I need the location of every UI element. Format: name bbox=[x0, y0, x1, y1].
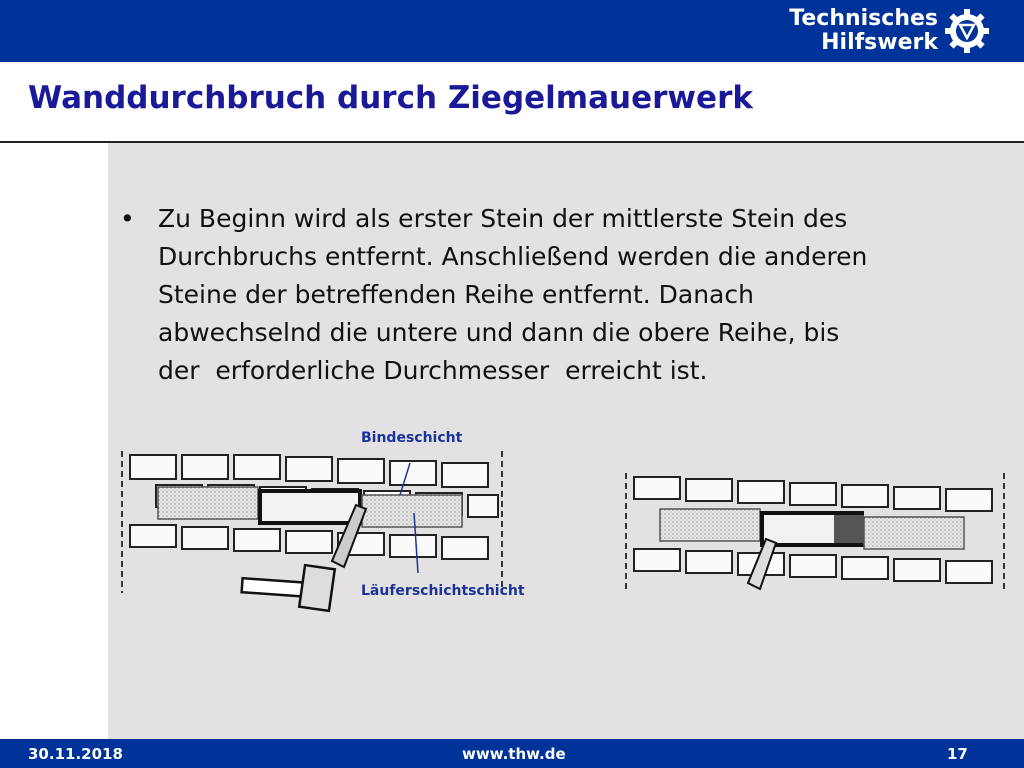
brick-wall-illustration-right bbox=[620, 465, 1020, 605]
footer-url[interactable]: www.thw.de bbox=[462, 745, 566, 763]
bullet-item bbox=[120, 200, 980, 390]
bullet-text: Zu Beginn wird als erster Stein der mittlerste Stein des Durchbruchs entfernt. Anschließend werden die anderen Steine der betreffenden Reihe entfernt. Danach abwechselnd die untere und dann die obere Reihe, bis der erforderliche Durchmesser erreicht ist. bbox=[158, 204, 868, 385]
slide-title: Wanddurchbruch durch Ziegelmauerwerk bbox=[28, 80, 753, 116]
content-panel bbox=[108, 143, 1024, 739]
thw-logo bbox=[789, 4, 990, 58]
footer-date: 30.11.2018 bbox=[28, 745, 123, 763]
logo-text bbox=[789, 7, 938, 55]
label-laeuferschicht: Läuferschichtschicht bbox=[361, 583, 525, 599]
footer-page-number: 17 bbox=[947, 745, 968, 763]
label-bindeschicht: Bindeschicht bbox=[361, 430, 463, 446]
footer-bar bbox=[0, 739, 1024, 768]
header-bar bbox=[0, 0, 1024, 62]
logo-line-2: Hilfswerk bbox=[821, 30, 938, 55]
bullet-dot: • bbox=[120, 204, 135, 233]
thw-emblem-icon bbox=[944, 8, 990, 54]
logo-line-1: Technisches bbox=[789, 6, 938, 31]
